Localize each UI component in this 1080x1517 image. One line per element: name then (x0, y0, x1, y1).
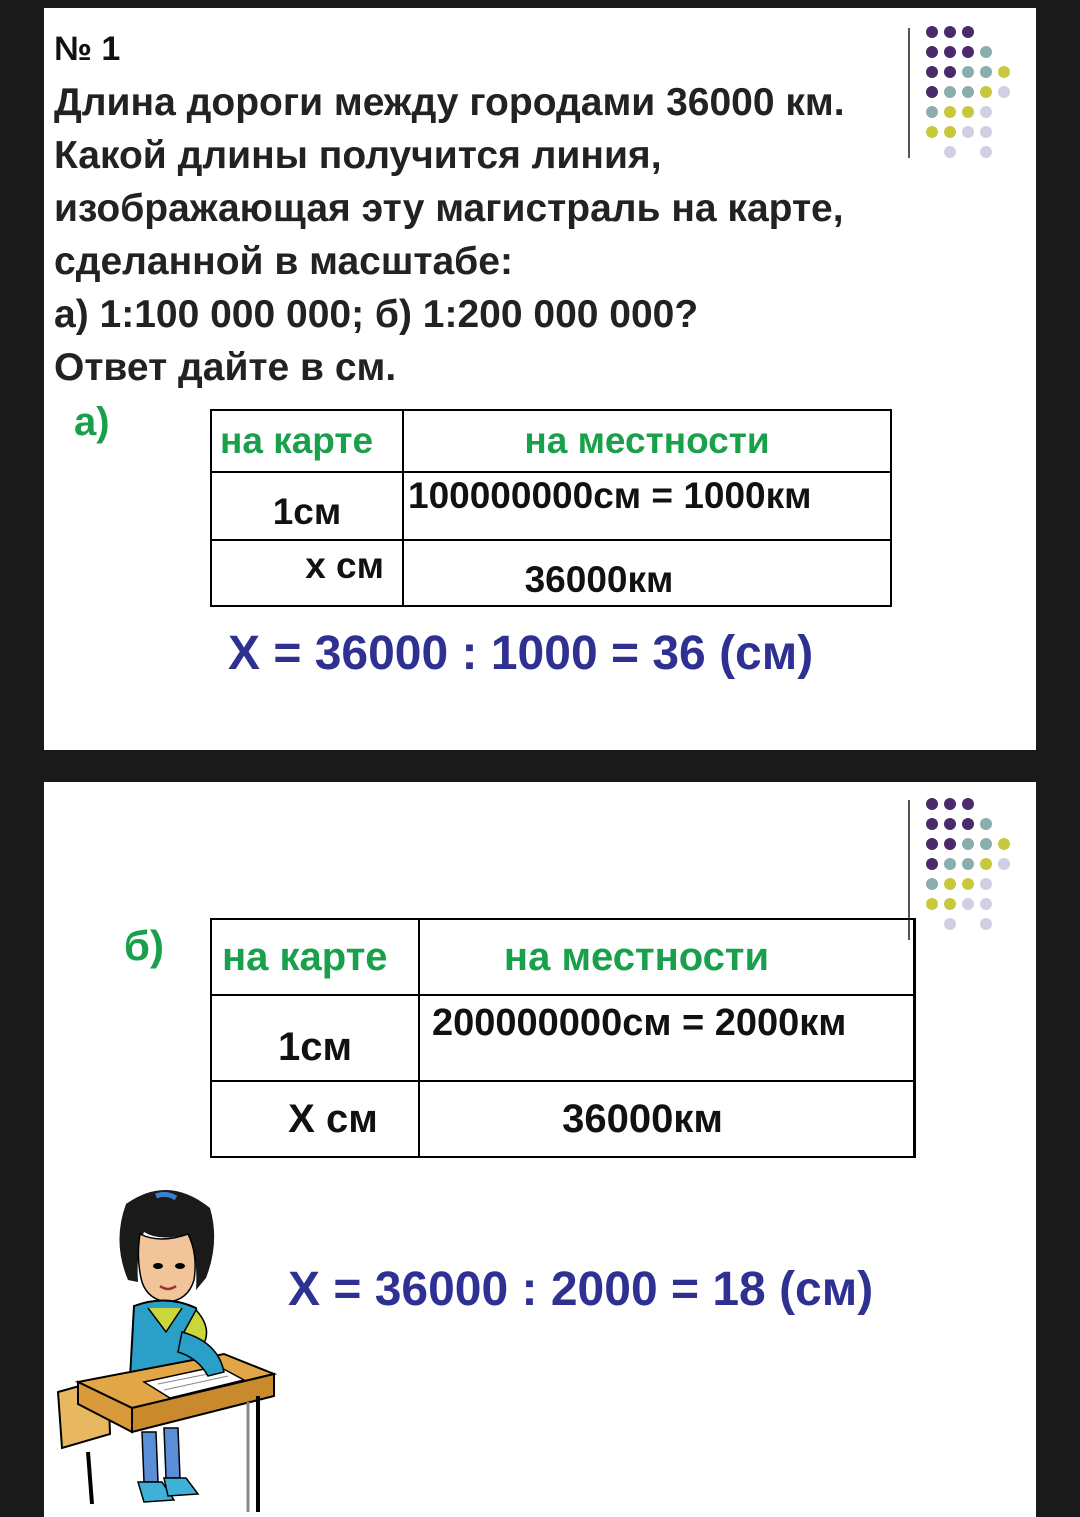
decor-dot (944, 898, 956, 910)
decor-dot (962, 798, 974, 810)
terrain-cell: 200000000см = 2000км (419, 995, 915, 1081)
scale-table-b (210, 918, 916, 1158)
decor-dot (998, 858, 1010, 870)
result-b: Х = 36000 : 2000 = 18 (см) (288, 1263, 874, 1316)
map-cell: Х см (211, 1081, 419, 1157)
problem-line: а) 1:100 000 000; б) 1:200 000 000? (54, 293, 699, 336)
problem-text (54, 76, 1014, 394)
decor-dot (944, 818, 956, 830)
map-cell: 1см (211, 995, 419, 1081)
decor-dot (944, 46, 956, 58)
map-cell: х см (211, 540, 403, 606)
slide-2-dot-decoration (924, 796, 1034, 956)
decor-dot (926, 838, 938, 850)
problem-line: Ответ дайте в см. (54, 346, 397, 389)
problem-line: сделанной в масштабе: (54, 240, 513, 283)
decor-dot (962, 26, 974, 38)
header-terrain: на местности (403, 410, 891, 472)
decor-dot (962, 898, 974, 910)
decor-dot (926, 858, 938, 870)
table-row (211, 472, 891, 540)
decor-dot (944, 26, 956, 38)
decor-dot (980, 858, 992, 870)
decor-dot (926, 878, 938, 890)
result-a: Х = 36000 : 1000 = 36 (см) (228, 627, 814, 680)
decor-dot (926, 798, 938, 810)
decor-dot (998, 838, 1010, 850)
decor-dot (962, 858, 974, 870)
part-b-label: б) (124, 922, 164, 969)
decor-dot (980, 918, 992, 930)
problem-line: изображающая эту магистраль на карте, (54, 187, 844, 230)
table-header-row (211, 410, 891, 472)
terrain-cell: 36000км (419, 1081, 915, 1157)
decor-dot (962, 46, 974, 58)
decor-dot (980, 898, 992, 910)
decor-dot (962, 838, 974, 850)
decor-dot (926, 818, 938, 830)
decor-dot (980, 818, 992, 830)
decor-dot (926, 898, 938, 910)
table-row (211, 995, 915, 1081)
table-row (211, 540, 891, 606)
task-number: № 1 (54, 30, 121, 68)
decor-dot (944, 798, 956, 810)
terrain-cell: 100000000см = 1000км (403, 472, 891, 540)
header-map: на карте (211, 919, 419, 995)
decor-dot (962, 878, 974, 890)
decor-dot (944, 838, 956, 850)
problem-line: Длина дороги между городами 36000 км. (54, 81, 845, 124)
decor-dot (980, 838, 992, 850)
decor-dot (926, 26, 938, 38)
table-row (211, 1081, 915, 1157)
slide-2 (44, 782, 1036, 1517)
girl-at-desk-illustration (48, 1182, 278, 1512)
decor-dot (962, 818, 974, 830)
decor-dot (944, 878, 956, 890)
slide-1 (44, 8, 1036, 750)
decor-dot (980, 46, 992, 58)
terrain-cell: 36000км (403, 540, 891, 606)
decor-dot (926, 46, 938, 58)
decor-dot (980, 878, 992, 890)
problem-line: Какой длины получится линия, (54, 134, 662, 177)
decor-dot (944, 858, 956, 870)
header-map: на карте (211, 410, 403, 472)
part-a-label: а) (74, 400, 110, 444)
map-cell: 1см (211, 472, 403, 540)
header-terrain: на местности (419, 919, 915, 995)
decor-dot (944, 918, 956, 930)
scale-table-a (210, 409, 892, 607)
table-header-row (211, 919, 915, 995)
